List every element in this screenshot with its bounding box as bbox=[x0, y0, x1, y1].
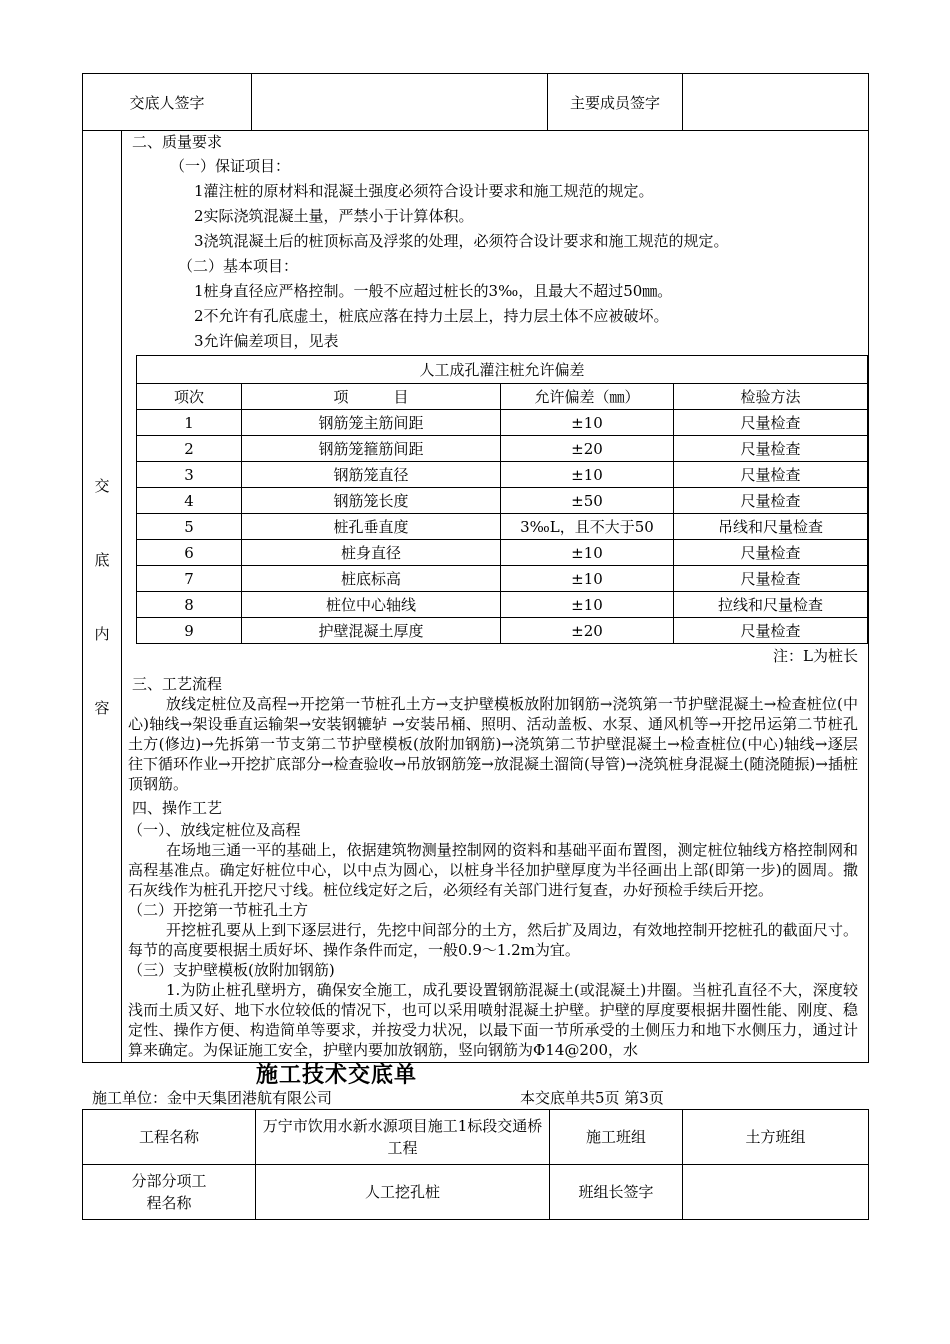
cell: 钢筋笼主筋间距 bbox=[242, 410, 501, 436]
cell: 吊线和尺量检查 bbox=[674, 514, 868, 540]
cell: 钢筋笼箍筋间距 bbox=[242, 436, 501, 462]
side-label bbox=[83, 131, 122, 1063]
table-row bbox=[137, 488, 868, 514]
project-name-value: 万宁市饮用水新水源项目施工1标段交通桥工程 bbox=[256, 1110, 550, 1165]
quality-heading: 二、质量要求 bbox=[132, 133, 223, 151]
table-row bbox=[137, 462, 868, 488]
cell: ±20 bbox=[501, 618, 674, 644]
cell: 尺量检查 bbox=[674, 488, 868, 514]
operation-section-title: （二）开挖第一节桩孔土方 bbox=[128, 901, 309, 919]
tolerance-note: 注：L为桩长 bbox=[773, 647, 858, 665]
cell: 桩底标高 bbox=[242, 566, 501, 592]
guarantee-item: 1灌注桩的原材料和混凝土强度必须符合设计要求和施工规范的规定。 bbox=[194, 182, 654, 200]
project-name-label: 工程名称 bbox=[83, 1110, 256, 1165]
team-value: 土方班组 bbox=[683, 1110, 869, 1165]
table-row bbox=[137, 436, 868, 462]
cell: 尺量检查 bbox=[674, 540, 868, 566]
signer-signature-field[interactable] bbox=[252, 74, 548, 131]
header-cell: 项次 bbox=[137, 384, 242, 410]
cell: ±50 bbox=[501, 488, 674, 514]
basic-item: 2不允许有孔底虚土，桩底应落在持力土层上，持力层土体不应被破坏。 bbox=[194, 307, 669, 325]
project-row bbox=[83, 1110, 869, 1165]
side-char: 底 bbox=[94, 550, 110, 569]
cell: 拉线和尺量检查 bbox=[674, 592, 868, 618]
process-text: 放线定桩位及高程→开挖第一节桩孔土方→支护壁模板放附加钢筋→浇筑第一节护壁混凝土→检查桩位(中心)轴线→架设垂直运输架→安装钢辘轳 →安装吊桶、照明、活动盖板、水泵、通风机等→开挖吊运第二节桩孔土方(修边)→先拆第一节支第二节护壁模板(放附加钢筋)→浇筑第二节护壁混凝土→检查桩位(中心)轴线→逐层往下循环作业→开挖扩底部分→检查验收→吊放钢筋笼→放混凝土溜筒(导管)→浇筑桩身混凝土(随浇随振)→插桩顶钢筋。 bbox=[128, 695, 858, 793]
cell: 3‰L，且不大于50 bbox=[501, 514, 674, 540]
cell: ±10 bbox=[501, 410, 674, 436]
leader-sign-label: 班组长签字 bbox=[550, 1165, 683, 1220]
tolerance-header-row bbox=[137, 384, 868, 410]
table-row bbox=[137, 618, 868, 644]
cell: 尺量检查 bbox=[674, 566, 868, 592]
operation-heading: 四、操作工艺 bbox=[132, 799, 223, 817]
signature-row bbox=[83, 74, 869, 131]
cell: ±10 bbox=[501, 540, 674, 566]
guarantee-item: 2实际浇筑混凝土量，严禁小于计算体积。 bbox=[194, 207, 474, 225]
cell: 钢筋笼直径 bbox=[242, 462, 501, 488]
basic-item: 3允许偏差项目，见表 bbox=[194, 332, 339, 350]
sub-project-row bbox=[83, 1165, 869, 1220]
cell: 护壁混凝土厚度 bbox=[242, 618, 501, 644]
sub-project-label bbox=[83, 1165, 256, 1220]
team-label: 施工班组 bbox=[550, 1110, 683, 1165]
signer-label: 交底人签字 bbox=[83, 74, 252, 131]
cell: ±10 bbox=[501, 566, 674, 592]
header-cell: 检验方法 bbox=[674, 384, 868, 410]
cell: 桩位中心轴线 bbox=[242, 592, 501, 618]
cell: 2 bbox=[137, 436, 242, 462]
side-char: 容 bbox=[94, 698, 110, 717]
tolerance-table bbox=[136, 355, 868, 644]
page-info: 本交底单共5页 第3页 bbox=[520, 1089, 664, 1107]
operation-section-title: （一）、放线定桩位及高程 bbox=[128, 821, 301, 839]
cell: 8 bbox=[137, 592, 242, 618]
cell: 6 bbox=[137, 540, 242, 566]
tolerance-caption: 人工成孔灌注桩允许偏差 bbox=[137, 356, 868, 384]
disclosure-content bbox=[122, 131, 869, 1063]
sub-project-label-text: 分部分项工程名称 bbox=[131, 1172, 207, 1212]
cell: ±20 bbox=[501, 436, 674, 462]
sub-project-value: 人工挖孔桩 bbox=[256, 1165, 550, 1220]
table-row bbox=[137, 540, 868, 566]
table-row bbox=[137, 410, 868, 436]
project-info-table bbox=[82, 1109, 869, 1220]
disclosure-table bbox=[82, 73, 869, 1063]
members-signature-field[interactable] bbox=[683, 74, 869, 131]
header-cell: 允许偏差（㎜） bbox=[501, 384, 674, 410]
cell: 尺量检查 bbox=[674, 410, 868, 436]
guarantee-heading: （一）保证项目： bbox=[170, 157, 291, 175]
cell: 桩孔垂直度 bbox=[242, 514, 501, 540]
side-char: 交 bbox=[94, 476, 110, 495]
cell: 桩身直径 bbox=[242, 540, 501, 566]
cell: 3 bbox=[137, 462, 242, 488]
cell: ±10 bbox=[501, 462, 674, 488]
cell: 钢筋笼长度 bbox=[242, 488, 501, 514]
basic-heading: （二）基本项目： bbox=[178, 257, 299, 275]
operation-section-title: （三）支护壁模板(放附加钢筋) bbox=[128, 961, 335, 979]
guarantee-item: 3浇筑混凝土后的桩顶标高及浮浆的处理，必须符合设计要求和施工规范的规定。 bbox=[194, 232, 729, 250]
cell: 尺量检查 bbox=[674, 462, 868, 488]
table-row bbox=[137, 566, 868, 592]
process-heading: 三、工艺流程 bbox=[132, 675, 223, 693]
basic-item: 1桩身直径应严格控制。一般不应超过桩长的3‰，且最大不超过50㎜。 bbox=[194, 282, 673, 300]
table-row bbox=[137, 592, 868, 618]
cell: 7 bbox=[137, 566, 242, 592]
header-cell: 项 目 bbox=[242, 384, 501, 410]
cell: 9 bbox=[137, 618, 242, 644]
cell: 4 bbox=[137, 488, 242, 514]
cell: 尺量检查 bbox=[674, 618, 868, 644]
cell: 尺量检查 bbox=[674, 436, 868, 462]
members-label: 主要成员签字 bbox=[548, 74, 683, 131]
operation-section-text: 在场地三通一平的基础上，依据建筑物测量控制网的资料和基础平面布置图，测定桩位轴线方格控制网和高程基准点。确定好桩位中心，以中点为圆心，以桩身半径加护壁厚度为半径画出上部(即第一步)的圆周。撒石灰线作为桩孔开挖尺寸线。桩位线定好之后，必须经有关部门进行复查，办好预检手续后开挖。 bbox=[128, 841, 858, 899]
construction-unit: 施工单位：金中天集团港航有限公司 bbox=[92, 1089, 333, 1107]
operation-section-text: 开挖桩孔要从上到下逐层进行，先挖中间部分的土方，然后扩及周边，有效地控制开挖桩孔的截面尺寸。每节的高度要根据土质好坏、操作条件而定，一般0.9～1.2m为宜。 bbox=[128, 921, 858, 959]
cell: 1 bbox=[137, 410, 242, 436]
cell: 5 bbox=[137, 514, 242, 540]
form-title: 施工技术交底单 bbox=[256, 1063, 418, 1088]
cell: ±10 bbox=[501, 592, 674, 618]
table-row bbox=[137, 514, 868, 540]
leader-signature-field[interactable] bbox=[683, 1165, 869, 1220]
side-char: 内 bbox=[94, 624, 110, 643]
operation-section-text: 1.为防止桩孔壁坍方，确保安全施工，成孔要设置钢筋混凝土(或混凝土)井圈。当桩孔直径不大，深度较浅而土质又好、地下水位较低的情况下，也可以采用喷射混凝土护壁。护壁的厚度要根据井圈性能、刚度、稳定性、操作方便、构造简单等要求，并按受力状况，以最下面一节所承受的土侧压力和地下水侧压力，通过计算来确定。为保证施工安全，护壁内要加放钢筋，竖向钢筋为Φ14@200，水 bbox=[128, 981, 858, 1059]
